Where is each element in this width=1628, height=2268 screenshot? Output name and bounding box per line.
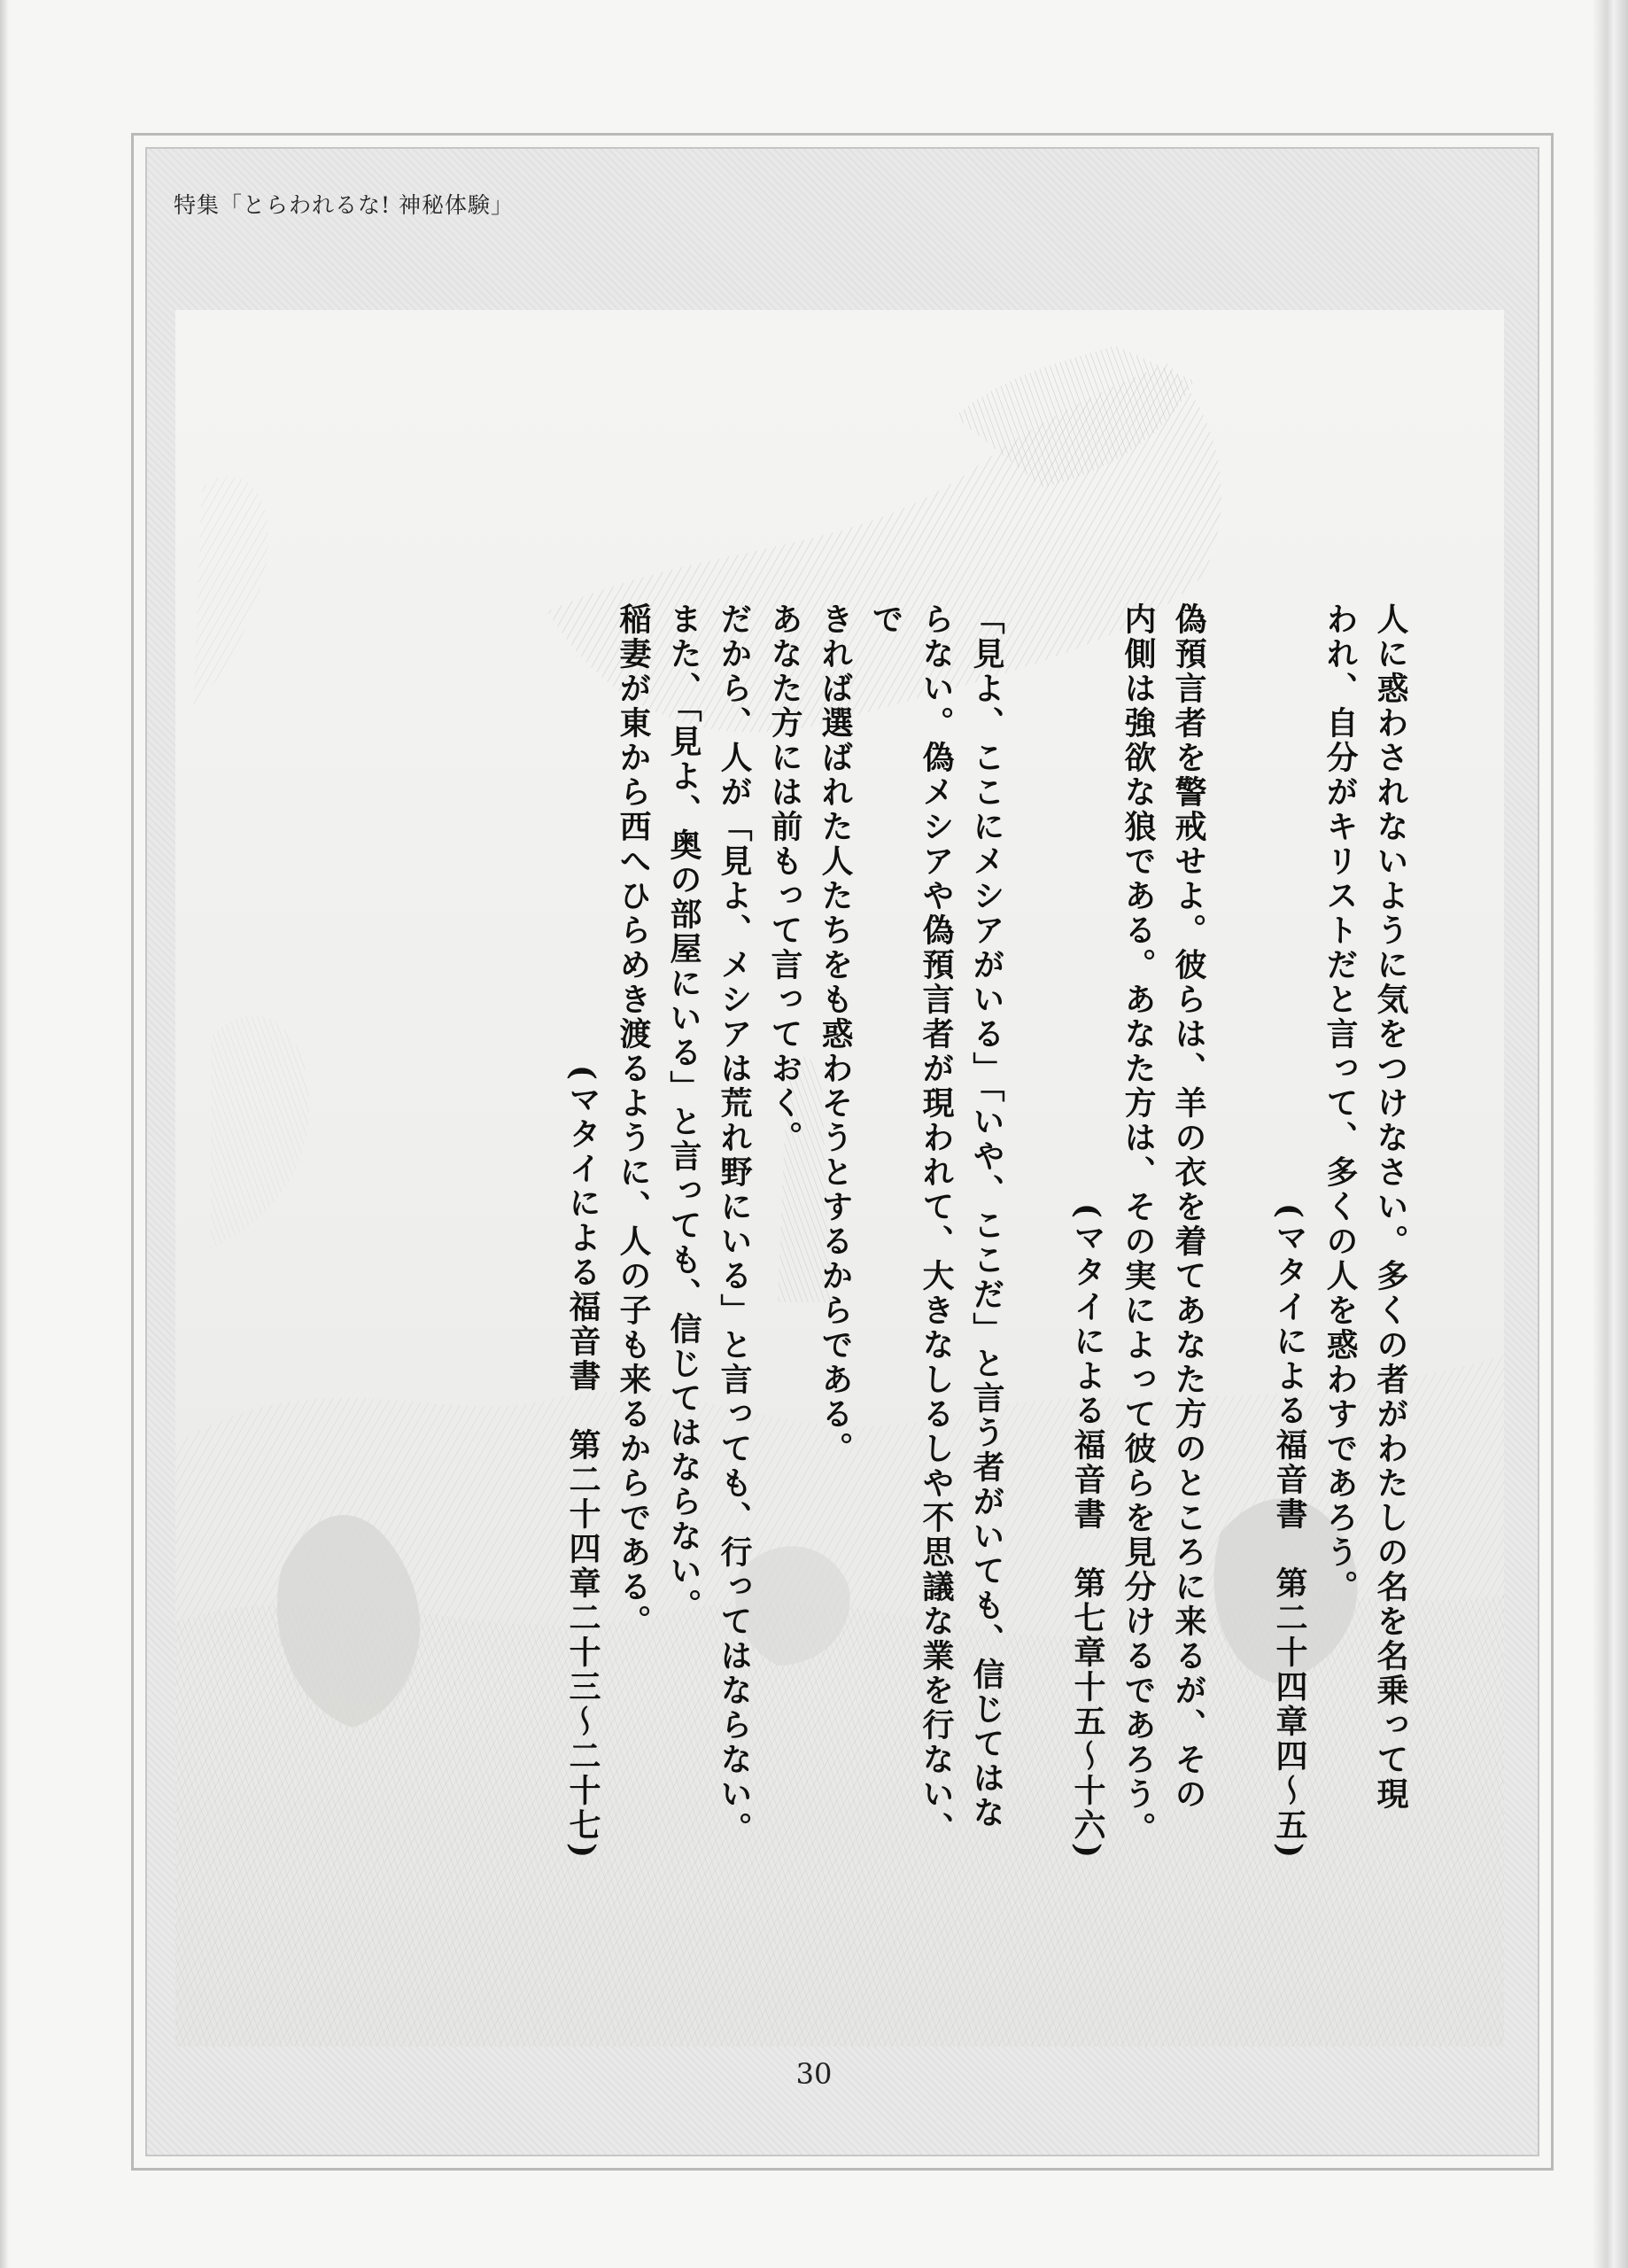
passage-1-citation: (マタイによる福音書 第二十四章四〜五) <box>1271 1202 1308 1860</box>
passage-3-line-4: あなた方には前もって言っておく。 <box>766 602 803 1155</box>
passage-2-line-2: 内側は強欲な狼である。あなた方は、その実によって彼らを見分けるであろう。 <box>1120 602 1157 1846</box>
vertical-text <box>557 602 1415 1860</box>
passage-3-line-3: きれば選ばれた人たちをも惑わそうとするからである。 <box>817 602 854 1466</box>
passage-3-line-7: 稲妻が東から西へひらめき渡るように、人の子も来るからである。 <box>615 602 652 1639</box>
passage-1-line-2: われ、自分がキリストだと言って、多くの人を惑わすであろう。 <box>1322 602 1359 1604</box>
passage-1-line-1: 人に惑わされないように気をつけなさい。多くの者がわたしの名を名乗って現 <box>1372 602 1409 1812</box>
scan-edge-left <box>0 0 9 2268</box>
passage-3-line-2: らない。偽メシアや偽預言者が現われて、大きなしるしや不思議な業を行ない、で <box>867 602 955 1846</box>
scripture-text-block <box>441 602 1415 1860</box>
page-number: 30 <box>795 2057 833 2091</box>
illustration-panel <box>175 310 1504 2047</box>
passage-3-line-6: また、「見よ、奥の部屋にいる」と言っても、信じてはならない。 <box>665 602 702 1623</box>
passage-3-citation: (マタイによる福音書 第二十四章二十三〜二十七) <box>564 1064 601 1860</box>
passage-spacer <box>1012 602 1062 1860</box>
passage-spacer <box>1213 602 1264 1860</box>
passage-2-citation: (マタイによる福音書 第七章十五〜十六) <box>1069 1202 1106 1860</box>
passage-3-line-1: 「見よ、ここにメシアがいる」「いや、ここだ」と言う者がいても、信じてはな <box>968 602 1005 1830</box>
passage-3-line-5: だから、人が「見よ、メシアは荒れ野にいる」と言っても、行ってはならない。 <box>716 602 753 1846</box>
scan-edge-right <box>1593 0 1628 2268</box>
section-header: 特集「とらわれるな! 神秘体験」 <box>174 192 514 218</box>
passage-2-line-1: 偽預言者を警戒せよ。彼らは、羊の衣を着てあなた方のところに来るが、その <box>1170 602 1207 1812</box>
